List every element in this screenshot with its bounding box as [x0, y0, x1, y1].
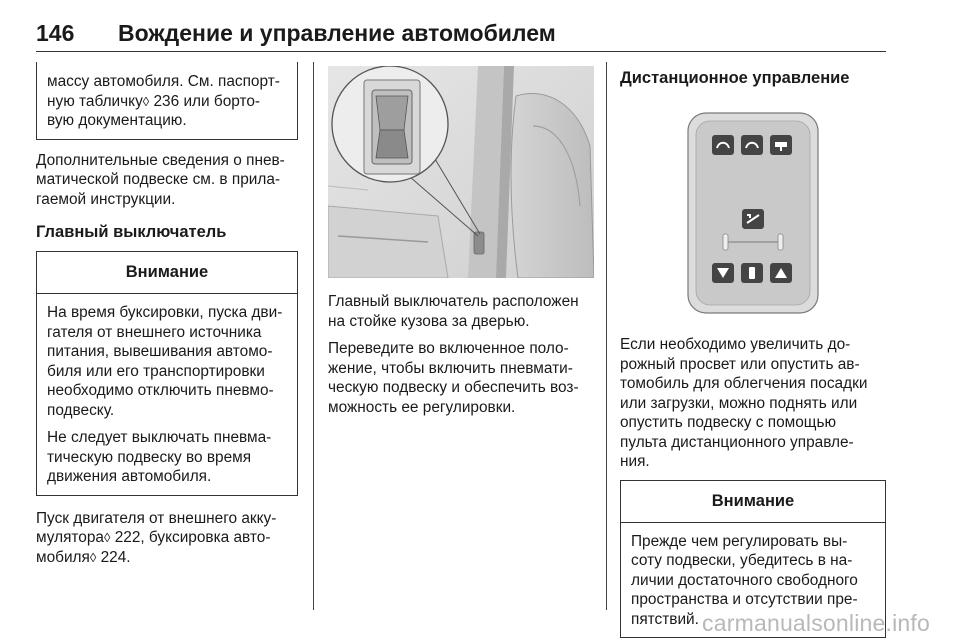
column-1: [36, 62, 298, 567]
page-header: [36, 16, 886, 52]
remote-control-heading: Дистанционное управление: [620, 69, 850, 87]
switch-location-text: Главный выключатель расположен на стойке кузова за дверью.: [328, 293, 579, 330]
main-switch-illustration: [328, 66, 594, 278]
warning-text: Прежде чем регулировать вы- соту подвески, убедитесь в на- личии достаточного свободного пространства и отсутствии пре- пятствий.: [631, 532, 858, 628]
column-divider: [313, 62, 314, 610]
column-3: [620, 62, 886, 638]
page-number: 146: [36, 20, 75, 46]
warning-title: Внимание: [621, 481, 885, 523]
air-suspension-info: Дополнительные сведения о пнев- матической подвеске см. в прила- гаемой инструкции.: [36, 151, 285, 208]
remote-control-text: Если необходимо увеличить до- рожный просвет или опустить ав- томобиль для облегчения посадки или загрузки, можно поднять или опустить подвеску с помощью пульта дистанционного управле- ния.: [620, 336, 868, 470]
reference-arrow-icon: ◊: [89, 549, 97, 565]
remote-control-illustration: [620, 95, 886, 327]
jump-start-reference: Пуск двигателя от внешнего акку- мулятора◊ 222, буксировка авто- мобиля◊ 224.: [36, 509, 277, 566]
watermark: carmanualsonline.info: [702, 610, 930, 636]
main-switch-heading: Главный выключатель: [36, 223, 227, 241]
warning-text: На время буксировки, пуска дви- гателя от внешнего источника питания, вывешивания автомо- биля или его транспортировки необходимо отключить пневмо- подвеску.: [47, 304, 283, 419]
reference-arrow-icon: ◊: [142, 93, 150, 109]
switch-instruction-text: Переведите во включенное поло- жение, чтобы включить пневмати- ческую подвеску и обеспечить воз- можность ее регулировки.: [328, 340, 579, 416]
warning-title: Внимание: [37, 252, 297, 294]
memory-buttons: [712, 135, 792, 155]
column-2: [328, 62, 594, 417]
reference-arrow-icon: ◊: [103, 530, 111, 545]
continued-note-box: массу автомобиля. См. паспорт- ную табличку◊ 236 или борто- вую документацию.: [36, 62, 298, 140]
warning-text: Не следует выключать пневма- тическую подвеску во время движения автомобиля.: [47, 429, 272, 485]
chapter-title: Вождение и управление автомобилем: [118, 20, 556, 46]
raise-lower-buttons: [712, 263, 792, 283]
column-divider: [606, 62, 607, 610]
warning-box-1: [36, 251, 298, 496]
